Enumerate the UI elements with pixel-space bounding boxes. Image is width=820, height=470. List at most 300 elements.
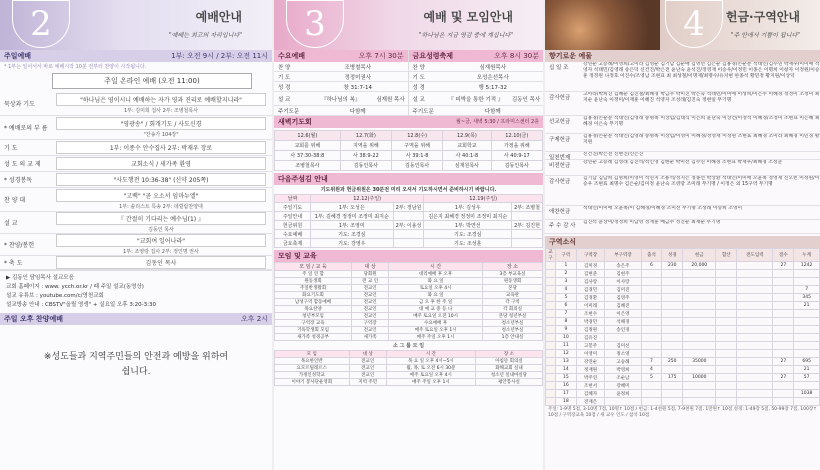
table-cell: 이은영 <box>605 310 641 318</box>
service-row <box>274 62 408 72</box>
table-cell: 5 <box>641 374 662 382</box>
table-cell: 본당 <box>483 285 543 292</box>
table-cell: 4 <box>641 366 662 374</box>
offering-list <box>545 62 820 234</box>
table-row <box>275 365 543 372</box>
table-cell <box>773 318 794 326</box>
table-row <box>546 358 820 366</box>
table-cell: 매주 토요일 오후 4시 <box>386 372 475 379</box>
table-cell <box>546 286 556 294</box>
table-cell: 2부: 조병철 <box>512 203 543 212</box>
table-cell <box>794 278 820 286</box>
table-cell <box>737 342 773 350</box>
table-cell <box>662 350 683 358</box>
table-cell: 345 <box>794 294 820 302</box>
offering-row <box>545 152 820 160</box>
table-cell: 시 간 <box>386 351 475 358</box>
table-cell: 주일반생활회 <box>275 285 352 292</box>
panel-title: 헌금·구역안내 <box>725 10 800 24</box>
table-cell: 21 <box>794 302 820 310</box>
section-meetings: 모임 및 교육 <box>274 250 543 262</box>
service-row-value: 다함께 <box>484 108 501 115</box>
table-cell <box>773 366 794 374</box>
table-cell: 교육관 <box>483 292 543 299</box>
table-cell: 3 <box>556 278 577 286</box>
table-cell: 김현준 <box>576 270 605 278</box>
table-cell: 27 <box>773 374 794 382</box>
table-cell: 12.19(주일) <box>424 195 543 203</box>
table-cell: 조순남 <box>605 374 641 382</box>
table-cell <box>546 398 556 406</box>
service-row-label: 기 도 <box>278 74 291 81</box>
table-cell <box>683 310 716 318</box>
table-row <box>546 286 820 294</box>
table-header: 대 상 <box>352 263 389 271</box>
table-cell: 15 <box>556 374 577 382</box>
table-cell: 날짜 <box>275 195 311 203</box>
table-cell <box>794 382 820 390</box>
table-header: 장 소 <box>483 263 543 271</box>
offering-label: 비전헌금 <box>549 163 571 169</box>
table-cell <box>794 334 820 342</box>
table-cell: 석해경 <box>605 318 641 326</box>
table-cell <box>662 302 683 310</box>
table-cell <box>683 302 716 310</box>
table-cell <box>393 239 424 248</box>
table-cell <box>773 278 794 286</box>
panel-worship <box>0 0 272 470</box>
table-cell: 250 <box>662 358 683 366</box>
table-cell: 230 <box>662 262 683 270</box>
table-cell <box>546 294 556 302</box>
table-cell <box>546 374 556 382</box>
table-cell <box>546 358 556 366</box>
table-row <box>275 351 543 358</box>
table-cell <box>546 350 556 358</box>
table-cell <box>662 326 683 334</box>
table-cell <box>683 318 716 326</box>
service-row-label: 성 경 <box>278 84 291 91</box>
table-cell: 김미선 <box>605 342 641 350</box>
table-cell: 금 오 후 한 주 일 <box>389 299 483 306</box>
table-cell: 기독학생회 모임 <box>275 327 352 334</box>
offering-label: 십 일 조 <box>549 65 569 71</box>
table-cell: 전교인 <box>352 285 389 292</box>
panel-title: 예배 및 모임안내 <box>423 10 513 24</box>
table-cell: 전 교 인 <box>352 278 389 285</box>
table-cell <box>773 326 794 334</box>
table-cell: 고승례 <box>605 358 641 366</box>
offering-row <box>545 92 820 116</box>
table-cell <box>512 212 543 221</box>
table-cell <box>683 390 716 398</box>
table-cell <box>546 318 556 326</box>
friday-service: 금요성령축제 오후 8시 30분 찬 양 심재원목사 기 도 오성은선목사 성 경 행 5:17-32 설 교 『 피박을 통한 기적 』 김동인 목사 주기도문 다함께 <box>409 50 544 116</box>
panel-header <box>545 0 820 50</box>
table-cell: 전교인 <box>352 313 389 320</box>
table-cell <box>683 350 716 358</box>
table-cell: 7 <box>556 310 577 318</box>
table-cell: 조현서 <box>576 382 605 390</box>
table-cell: 전교인 <box>349 365 386 372</box>
table-cell <box>773 390 794 398</box>
service-row <box>0 188 272 212</box>
group-table <box>545 248 820 406</box>
table-cell: 전교인 <box>352 299 389 306</box>
table-cell <box>716 326 737 334</box>
table-cell <box>605 398 641 406</box>
offering-row <box>545 160 820 176</box>
table-cell <box>737 350 773 358</box>
table-cell: 원동생회 <box>483 278 543 285</box>
table-cell: 전재은 <box>576 398 605 406</box>
table-cell <box>737 278 773 286</box>
table-cell: 1부: 김성우 <box>424 203 512 212</box>
table-cell: 김동인목사 <box>491 161 542 171</box>
offering-names: 김기남 김남희 김명희/이영미 석연지 조용석/정지은 정종선 박상환 석대인/이미애 오윤옥 정영재 신오빈 이정원/이승우 조현표 최명수 김은순/김미정 윤난숙 조영랑 조미래 무기명 / 이정은 외 15구역 무기명 <box>583 176 820 187</box>
table-cell: 김미경 <box>576 262 605 270</box>
table-cell <box>737 334 773 342</box>
table-cell: 6 <box>641 262 662 270</box>
table-cell <box>683 326 716 334</box>
table-header: 점수 <box>773 249 794 262</box>
table-row <box>546 390 820 398</box>
service-row <box>0 172 272 188</box>
table-cell <box>662 278 683 286</box>
table-cell <box>662 342 683 350</box>
table-cell: 2부: 정남원 <box>393 203 424 212</box>
table-cell <box>641 294 662 302</box>
table-cell: 13 <box>556 358 577 366</box>
worship-note: * 1부는 일어서서 바로 예배시작 10분 전부터 찬양이 시작됩니다. <box>4 64 147 70</box>
table-cell: 아침뜰 회의실 <box>475 358 542 365</box>
table-cell <box>641 398 662 406</box>
service-row <box>274 92 408 106</box>
table-cell: 7 <box>794 286 820 294</box>
table-cell: 화해교회 실내 <box>475 365 542 372</box>
table-cell: 청소년부실 <box>483 320 543 327</box>
choir-photo <box>545 0 660 50</box>
closing-notice: ※성도들과 지역주민들의 안전과 예방을 위하여 쉽니다. <box>43 352 229 377</box>
table-cell <box>662 390 683 398</box>
service-row-value: "영광송" / 회개기도 / 사도신경 <box>56 117 266 130</box>
table-cell: 14 <box>556 366 577 374</box>
table-row <box>275 131 543 141</box>
table-cell <box>683 286 716 294</box>
table-header: 전도입력 <box>737 249 773 262</box>
table-cell: 2부: 김진헌 <box>512 221 543 230</box>
group-scoring-note: 주일: 1-9명 5점, 3-10명 7점, 10명↑ 10점 / 헌금: 1-4천원 5점, 7-9천원 7점, 1만원↑ 10점 성경: 1-49장 5점, 50-99장 7점, 100장↑ 10점 / 구역장교육 10점 / 새 교우 인도 / 참석 10점 <box>548 407 817 418</box>
table-cell <box>641 334 662 342</box>
table-cell: 1부: 조영미 <box>311 221 394 230</box>
table-cell <box>546 382 556 390</box>
table-cell <box>662 294 683 302</box>
panel-offering <box>545 0 820 470</box>
offering-label: 구제헌금 <box>549 137 571 143</box>
offering-names: 신건진/박은전 신현진/신은진 <box>583 152 644 157</box>
table-cell: 새가족 성경공부 <box>275 334 352 341</box>
table-cell: 57 <box>794 374 820 382</box>
service-row-label: 주기도문 <box>412 108 434 115</box>
service-row-value-box <box>50 157 272 170</box>
section-number: 4 <box>665 0 723 48</box>
table-cell <box>662 366 683 374</box>
service-row-value: "하나님은 영이시니 예배하는 자가 영과 진리로 예배할지니라" <box>56 93 266 106</box>
table-row <box>546 350 820 358</box>
service-row <box>409 106 544 116</box>
table-header: 시 간 <box>389 263 483 271</box>
table-cell: 요모르틸레르스 <box>275 365 350 372</box>
offering-label: 감사헌금 <box>549 179 571 185</box>
table-cell: 전교인 <box>352 306 389 313</box>
table-cell: 본당 청년부실 <box>483 313 543 320</box>
table-cell <box>546 310 556 318</box>
table-row <box>546 302 820 310</box>
table-row <box>546 310 820 318</box>
table-row <box>546 374 820 382</box>
service-row <box>409 92 544 106</box>
table-cell <box>737 374 773 382</box>
service-row-value: "사도행전 10:36-38" (신약 205쪽) <box>56 173 266 186</box>
table-row <box>275 299 543 306</box>
table-cell: 교회학교 <box>443 141 491 151</box>
offering-row <box>545 116 820 134</box>
table-cell: 정재원 <box>576 366 605 374</box>
table-cell: 매주 주일 오후 1시 <box>389 334 483 341</box>
service-row-value: 행 5:17-32 <box>478 84 507 91</box>
table-cell: 주일기도 <box>275 203 311 212</box>
table-cell <box>773 286 794 294</box>
table-cell <box>512 230 543 239</box>
table-row <box>275 141 543 151</box>
table-header: 누계 <box>794 249 820 262</box>
table-cell: 새가족 <box>352 334 389 341</box>
table-row <box>546 318 820 326</box>
section-afternoon-worship: 주일 오후 찬양예배 오후 2시 <box>0 313 272 325</box>
table-cell: 고봉주 <box>576 342 605 350</box>
service-row-value: 다함께 <box>349 108 366 115</box>
panel-meetings <box>274 0 543 470</box>
service-row-preacher: 김동인 목사 <box>511 96 541 103</box>
table-cell: 월, 목, 토 오전 6시 30분 <box>386 365 475 372</box>
table-cell <box>773 342 794 350</box>
table-cell: 모 임 <box>275 351 350 358</box>
table-row <box>275 379 543 386</box>
table-cell <box>662 318 683 326</box>
table-cell: 12.9(목) <box>443 131 491 141</box>
table-cell <box>737 318 773 326</box>
table-cell: 대 상 <box>349 351 386 358</box>
midweek-services <box>274 50 543 116</box>
table-cell: 16 <box>556 382 577 390</box>
table-cell: 김혜자 <box>576 390 605 398</box>
service-row <box>0 256 272 270</box>
section-number: 3 <box>286 0 344 48</box>
service-row-value-box <box>50 256 272 269</box>
table-row <box>546 294 820 302</box>
service-row <box>409 72 544 82</box>
table-cell <box>773 382 794 390</box>
table-cell: 전교인 <box>349 372 386 379</box>
service-row-value: 조병철목사 <box>344 64 372 71</box>
table-row <box>275 203 543 212</box>
table-cell <box>794 326 820 334</box>
table-cell: 695 <box>794 358 820 366</box>
service-row-sub: 1부: 솔리스트 특송 2부: 데릴람찬양대 <box>119 204 203 210</box>
table-cell: 김미진 <box>605 286 641 294</box>
table-cell: 27 <box>773 262 794 270</box>
table-cell <box>716 310 737 318</box>
table-row <box>275 151 543 161</box>
table-cell <box>683 398 716 406</box>
table-cell: 전교인 <box>352 327 389 334</box>
offering-label: 애찬헌금 <box>549 209 571 215</box>
table-row <box>275 239 543 248</box>
sermon-resources <box>0 270 272 313</box>
table-cell: 김영주 <box>605 294 641 302</box>
service-row-label: 설 교 <box>412 96 425 103</box>
table-cell: 6 <box>556 302 577 310</box>
footer-line: 교회 홈페이지 : www. ycch.or.kr / 때 주일 설교(동영상) <box>6 284 144 290</box>
service-title: 주일 온라인 예배 (오전 11:00) <box>52 73 252 89</box>
table-cell <box>393 212 424 221</box>
service-row-label: 성 경 <box>412 84 425 91</box>
table-cell <box>641 302 662 310</box>
table-cell: 매주 토요일 오후 1시 <box>389 327 483 334</box>
table-cell: 화 요 일 <box>389 292 483 299</box>
table-cell: 당회원 <box>352 271 389 278</box>
service-row-label: * 성경봉독 <box>4 177 33 184</box>
table-cell <box>794 398 820 406</box>
service-row-label: 성 도 의 교 제 <box>4 161 41 168</box>
table-cell: 이영미 <box>576 350 605 358</box>
table-cell <box>512 239 543 248</box>
service-row-label: 찬 양 <box>412 64 425 71</box>
panel-subtitle: "하나님은 지금 영감 중에 계십니다" <box>418 32 513 39</box>
service-row-value-box <box>50 173 272 186</box>
table-cell <box>773 270 794 278</box>
service-row-label: 묵상과 기도 <box>4 101 35 108</box>
table-cell: 송은주 <box>605 262 641 270</box>
table-row <box>275 271 543 278</box>
table-cell: 조현수 <box>576 310 605 318</box>
table-row <box>546 278 820 286</box>
table-cell <box>716 334 737 342</box>
table-cell: 정소영 <box>605 350 641 358</box>
table-cell: 목요찬양 <box>275 306 352 313</box>
offering-names: 김홍경/손순분 석대인/김영래 송명옥 이상임/이영미 이혜경/정영재 이정원 조현표 최혜경 조미라 최혜경 이민경 황지원 <box>583 134 820 145</box>
offering-label: 일천번제 <box>549 155 571 161</box>
table-row <box>275 320 543 327</box>
table-row <box>546 382 820 390</box>
service-row <box>0 212 272 234</box>
offering-row <box>545 220 820 234</box>
table-cell <box>773 350 794 358</box>
table-cell <box>641 326 662 334</box>
table-cell: 사 40:9-17 <box>491 151 542 161</box>
table-cell <box>737 302 773 310</box>
table-cell: 이야기 봉사단운영회 <box>275 379 350 386</box>
table-cell: 3층 부교육실 <box>483 271 543 278</box>
table-cell <box>737 358 773 366</box>
table-cell: 청년부모임 <box>275 313 352 320</box>
table-cell: 35000 <box>683 358 716 366</box>
service-row-sub: 1부: 조영랑 집사 2부: 정인명 권사 <box>123 249 199 255</box>
table-row <box>275 313 543 320</box>
service-row <box>409 82 544 92</box>
table-cell <box>716 366 737 374</box>
table-cell: 교회를 위해 <box>275 141 341 151</box>
table-cell: 김동인목사 <box>340 161 391 171</box>
table-cell: 17 <box>556 390 577 398</box>
table-cell: 이미래 <box>576 302 605 310</box>
table-cell: 1 <box>556 262 577 270</box>
table-cell: 기도: 강영우 <box>311 239 394 248</box>
service-row-value: 『 피박을 통한 기적 』 <box>448 96 504 103</box>
panel-header <box>274 0 543 50</box>
table-cell: 대리예배 후 오후 <box>389 271 483 278</box>
table-cell <box>662 334 683 342</box>
table-cell: 5 <box>556 294 577 302</box>
table-cell: 12.8(수) <box>392 131 443 141</box>
table-cell <box>773 398 794 406</box>
service-row-label: * 찬양/봉헌 <box>4 242 35 249</box>
table-cell <box>546 342 556 350</box>
table-cell: 각 회의실 <box>483 306 543 313</box>
offering-names: 강연순 고승례/이영희/고이라 김영순 김기남 김순애 김영선 김은순 김홍경/손순분 석대인/김수연 박재우/이미애 석영자 석태민/김영래 송은덕 신건진/박은전 윤난숙 윤석진/정영재 이승우/이정민 이종은 이명희 이창자 이정원/이승훈 정정원 나정호 이진수/조영남 조현표 최 최성철/이명재/최명수/유지현 한종석 황민정 황지원/이상덕 <box>583 62 820 79</box>
table-cell: 1038 <box>794 390 820 398</box>
offering-names: 고아라/박희진 김혜순 김진철/최혜경 박금주 박미진 박은숙 석태민/이미애 이성희/이은주 이혜경 정정미 조정미 최지순 윤난숙 이정미/이재훈 이혜진 석영자 조성래/김진숙 정현일 무기명 <box>583 92 820 103</box>
table-cell: 1층 안내실 <box>483 334 543 341</box>
section-offerings: 향기로운 예물 <box>545 50 820 62</box>
table-cell: 기도: 조경심 <box>424 230 512 239</box>
service-row-value-box <box>50 212 272 233</box>
table-cell <box>794 350 820 358</box>
table-cell: 수요예배 후 <box>389 320 483 327</box>
table-cell <box>737 310 773 318</box>
table-cell <box>773 294 794 302</box>
table-cell <box>546 366 556 374</box>
table-cell: 김사랑 <box>576 278 605 286</box>
table-cell: 지역 주민 <box>349 379 386 386</box>
table-row <box>275 221 543 230</box>
table-row <box>546 334 820 342</box>
service-row <box>0 116 272 140</box>
table-cell <box>662 310 683 318</box>
table-cell: 12.6(월) <box>275 131 341 141</box>
table-cell <box>737 270 773 278</box>
table-cell <box>546 390 556 398</box>
service-row-value: 오성은선목사 <box>476 74 509 81</box>
service-row <box>0 140 272 156</box>
dawn-prayer-table <box>274 130 543 171</box>
table-cell <box>737 382 773 390</box>
table-cell: 1242 <box>794 262 820 270</box>
table-cell: 김은지 최혜경 정정미 조정미 최지순 <box>424 212 512 221</box>
table-row <box>546 342 820 350</box>
footer-line: ▶ 김동인 담임목사 설교모음 <box>6 275 74 281</box>
table-cell <box>641 278 662 286</box>
table-cell <box>716 374 737 382</box>
section-next-week: 다음주섬김 안내 <box>274 173 543 185</box>
table-cell: 12 <box>556 350 577 358</box>
wednesday-service: 수요예배 오후 7시 30분 찬 양 조병철목사 기 도 정정미권사 성 경 창 31:7-14 설 교 『하나님의 복』 심재원 목사 주기도문 다함께 <box>274 50 409 116</box>
table-cell: 12.10(금) <box>491 131 542 141</box>
table-header: 모 임 / 교 육 <box>275 263 352 271</box>
service-row-value: 정정미권사 <box>344 74 372 81</box>
service-row-value-box <box>50 93 272 114</box>
table-row <box>275 212 543 221</box>
